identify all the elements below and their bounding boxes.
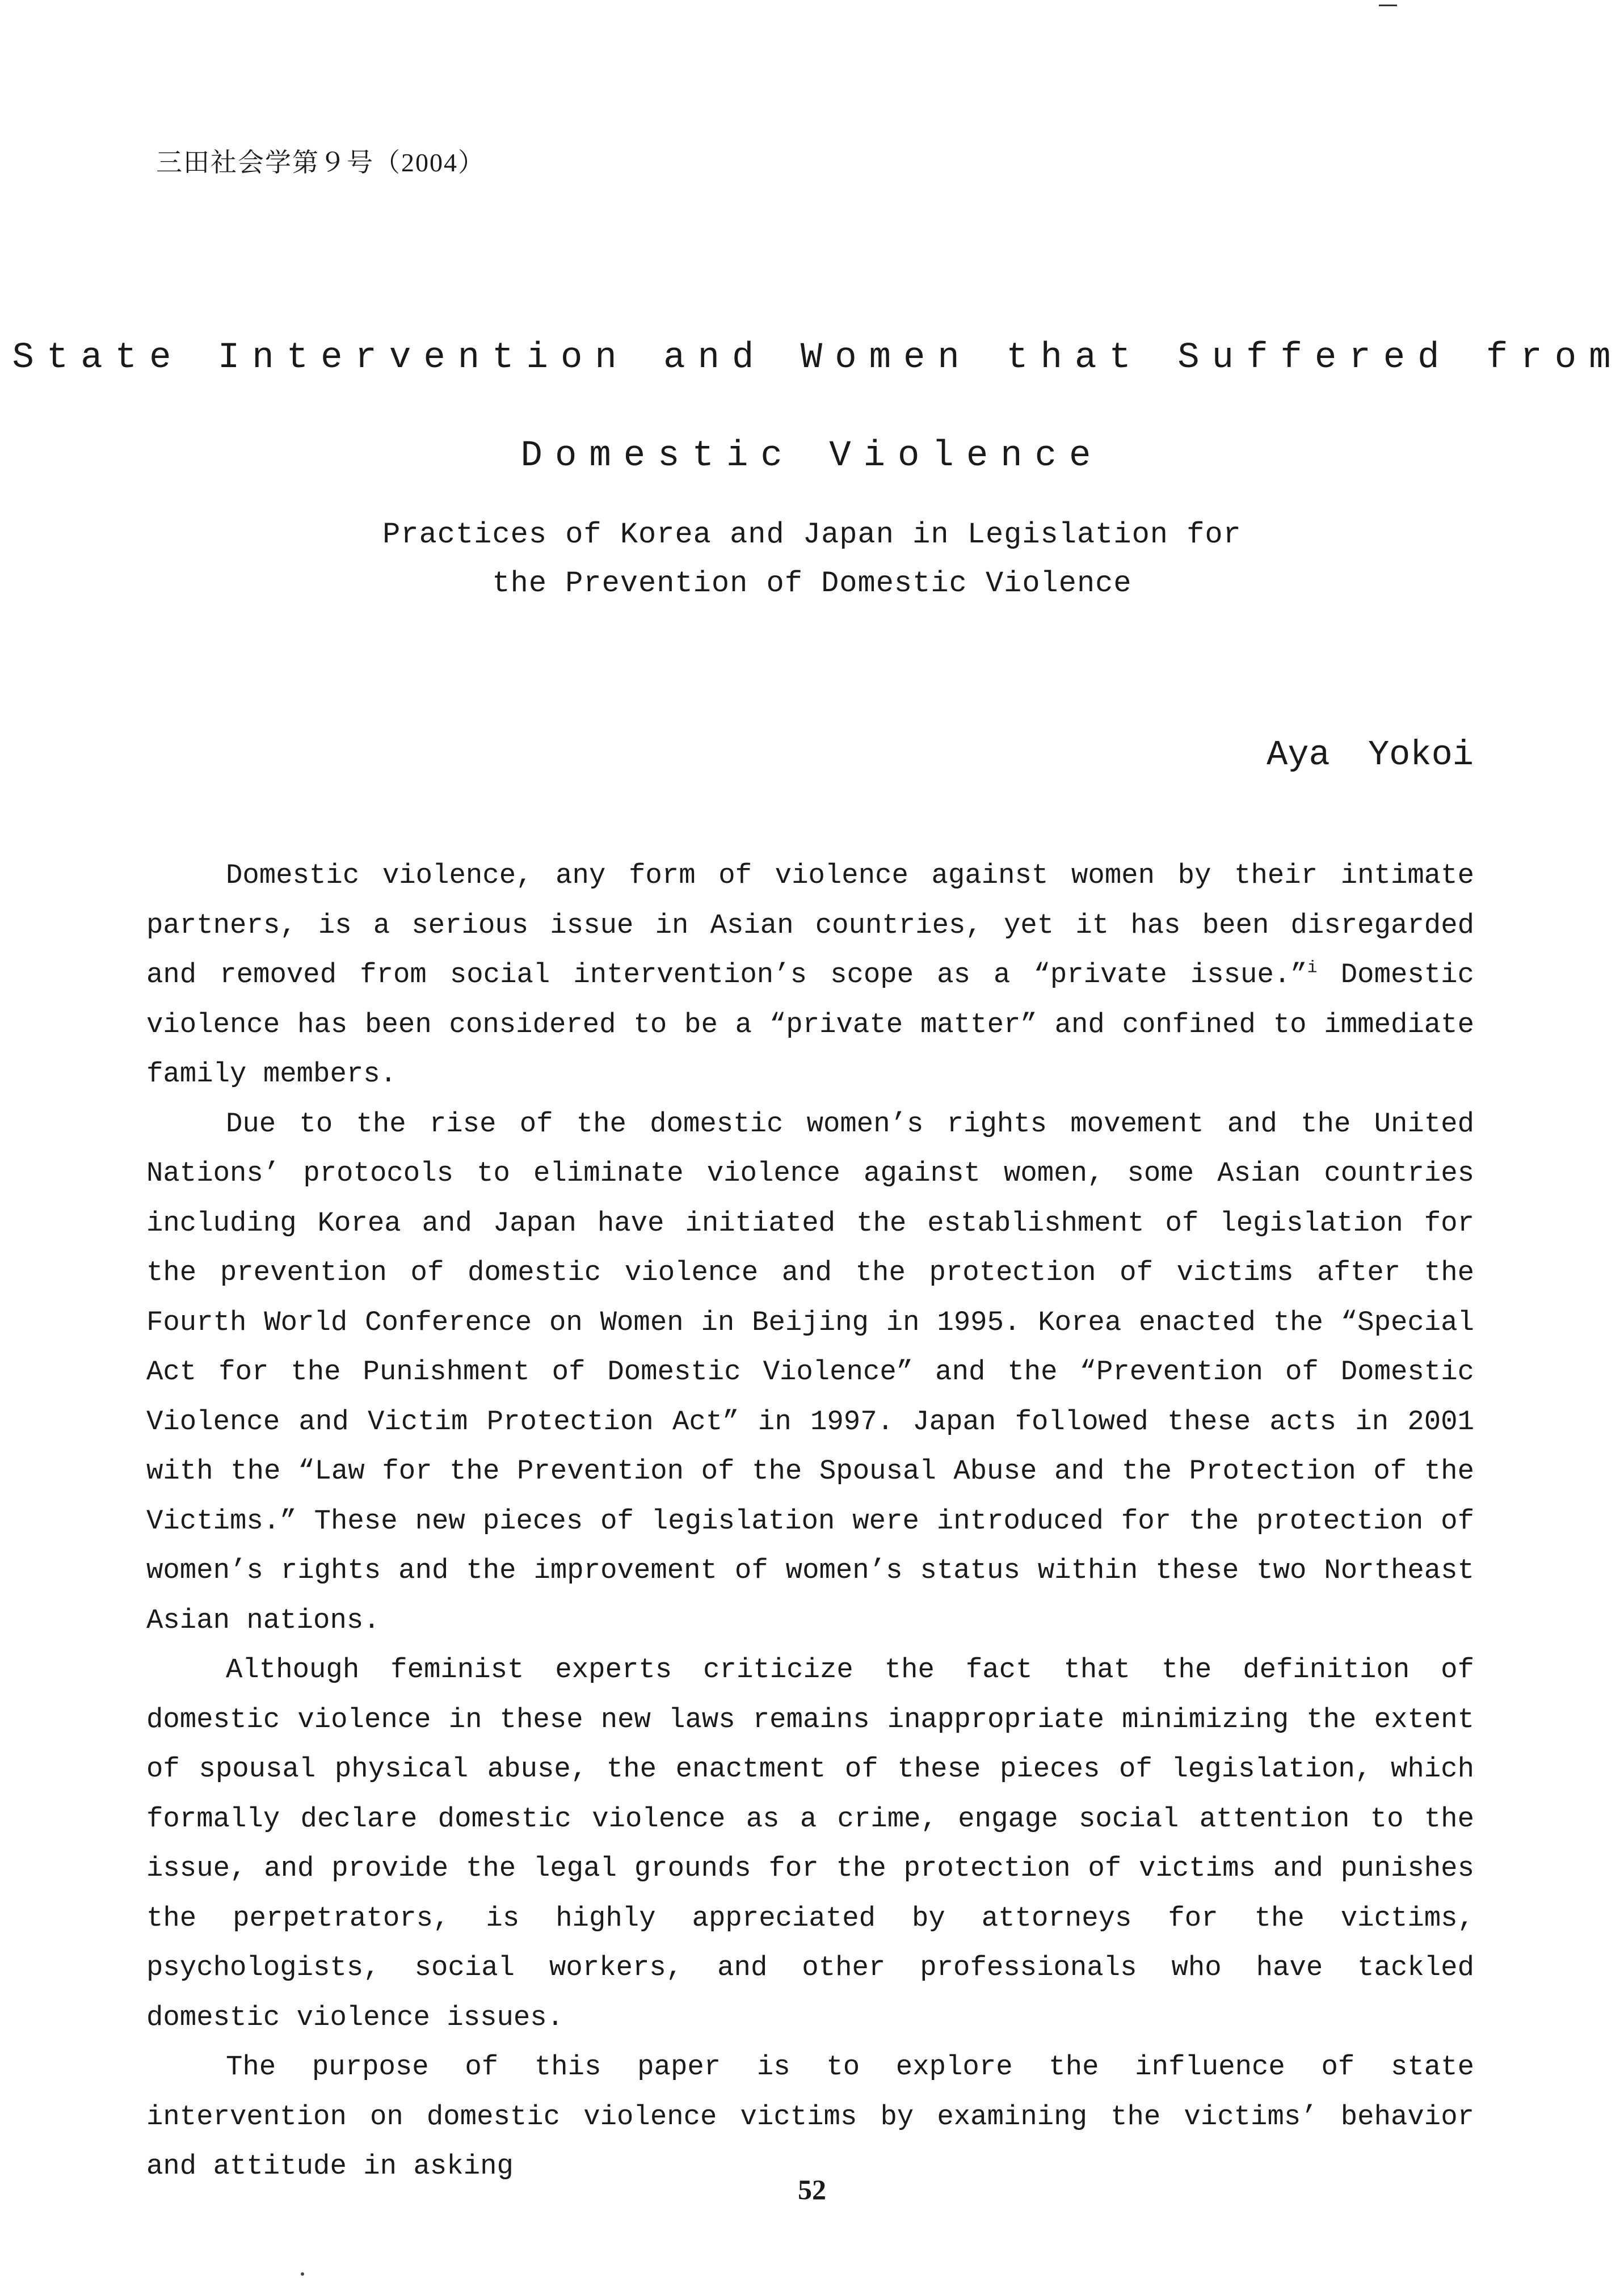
article-title-line-2: Domestic Violence [520, 436, 1104, 477]
page-number: 52 [798, 2174, 826, 2205]
scan-mark [1379, 5, 1397, 6]
paragraph-4: The purpose of this paper is to explore the influence of state intervention on domestic violence victims by examining the victims’ behavior and attitude in asking [146, 2051, 1474, 2182]
journal-header: 三田社会学第９号（2004） [156, 148, 485, 177]
article-subtitle [0, 511, 1624, 608]
paragraph-2: Due to the rise of the domestic women’s rights movement and the United Nations’ protocols to eliminate violence against women, some Asian countries including Korea and Japan have initiated the establishment of legislation for the prevention of domestic violence and the protection of victims after the Fourth World Conference on Women in Beijing in 1995. Korea enacted the “Special Act for the Punishment of Domestic Violence” and the “Prevention of Domestic Violence and Victim Protection Act” in 1997. Japan followed these acts in 2001 with the “Law for the Prevention of the Spousal Abuse and the Protection of the Victims.” These new pieces of legislation were introduced for the protection of women’s rights and the improvement of women’s status within these two Northeast Asian nations. [146, 1108, 1474, 1636]
article-body [146, 851, 1474, 2192]
article-title-line-1: State Intervention and Women that Suffered from [12, 338, 1623, 378]
author-name: Aya Yokoi [1267, 735, 1474, 775]
subtitle-line-2: the Prevention of Domestic Violence [492, 567, 1132, 600]
paragraph-1 [146, 851, 1474, 1100]
footnote-marker[interactable]: i [1307, 958, 1318, 978]
subtitle-line-1: Practices of Korea and Japan in Legislation for [382, 518, 1242, 551]
paragraph-1-continued: Domestic violence has been considered to be a “private matter” and confined to immediate family members. [146, 959, 1474, 1090]
paragraph-1-text: Domestic violence, any form of violence against women by their intimate partners, is a serious issue in Asian countries, yet it has been disregarded and removed from social intervention’s scope as a “private issue.” [146, 860, 1474, 991]
scan-dot [301, 2272, 304, 2276]
paragraph-3: Although feminist experts criticize the fact that the definition of domestic violence in these new laws remains inappropriate minimizing the extent of spousal physical abuse, the enactment of these pieces of legislation, which formally declare domestic violence as a crime, engage social attention to the issue, and provide the legal grounds for the protection of victims and punishes the perpetrators, is highly appreciated by attorneys for the victims, psychologists, social workers, and other professionals who have tackled domestic violence issues. [146, 1654, 1474, 2033]
